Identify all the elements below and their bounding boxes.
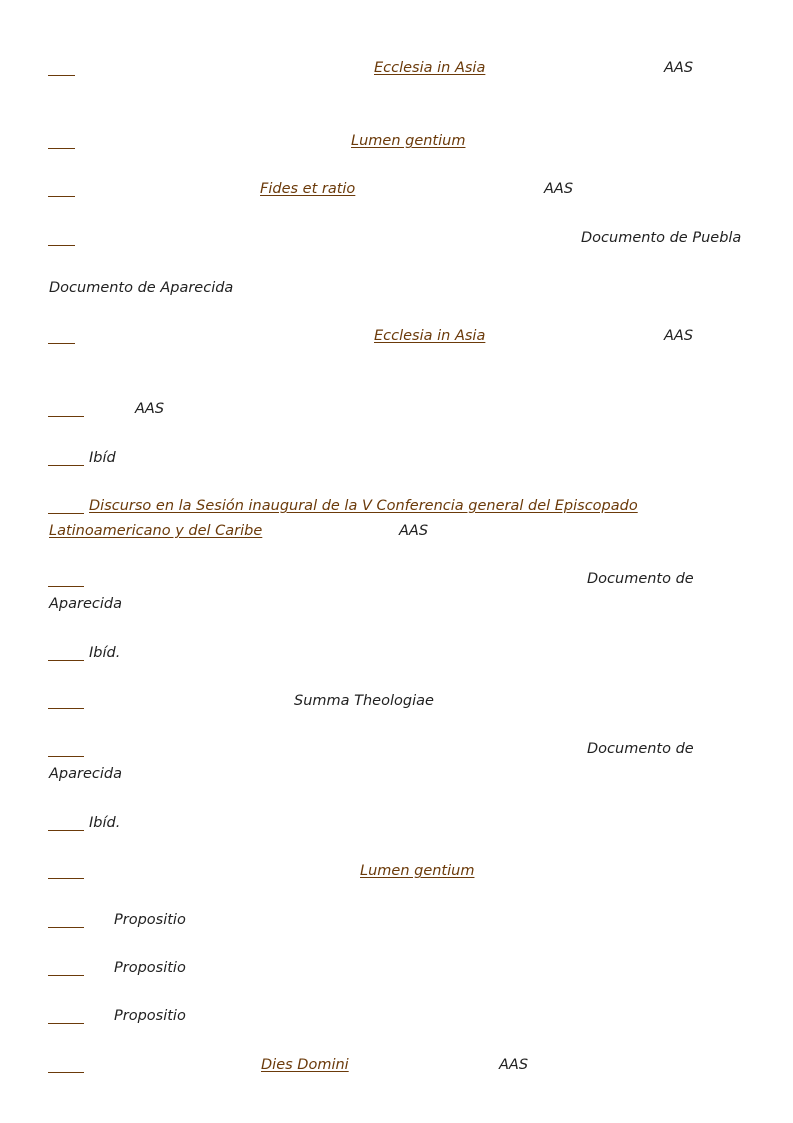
footnote-source: AAS — [664, 60, 694, 76]
footnote-marker[interactable] — [48, 1072, 84, 1073]
footnote-text: Documento de — [587, 571, 694, 587]
footnote-source: AAS — [399, 523, 429, 539]
footnote-text-continued: Aparecida — [49, 766, 122, 782]
footnote-marker[interactable] — [48, 1023, 84, 1024]
footnote-text: Ibíd. — [89, 815, 121, 831]
footnote-link[interactable]: Ecclesia in Asia — [374, 328, 486, 344]
footnote-marker[interactable] — [48, 878, 84, 879]
footnote-source: AAS — [135, 401, 165, 417]
footnote-text: Documento de — [587, 741, 694, 757]
footnote-source: AAS — [664, 328, 694, 344]
footnote-link[interactable]: Fides et ratio — [260, 181, 356, 197]
footnote-source: AAS — [544, 181, 574, 197]
footnote-link[interactable]: Ecclesia in Asia — [374, 60, 486, 76]
footnote-marker[interactable] — [48, 465, 84, 466]
footnote-text-continued: Aparecida — [49, 596, 122, 612]
footnote-text: Propositio — [114, 912, 186, 928]
footnote-link[interactable]: Discurso en la Sesión inaugural de la V Conferencia general del Episcopado — [89, 498, 638, 514]
footnote-marker[interactable] — [48, 708, 84, 709]
footnote-link[interactable]: Dies Domini — [261, 1057, 349, 1073]
footnote-text: Summa Theologiae — [294, 693, 434, 709]
footnote-marker[interactable] — [48, 196, 75, 197]
footnote-marker[interactable] — [48, 927, 84, 928]
footnote-marker[interactable] — [48, 660, 84, 661]
footnote-text-continued: Documento de Aparecida — [49, 280, 234, 296]
footnote-marker[interactable] — [48, 416, 84, 417]
footnote-marker[interactable] — [48, 513, 84, 514]
footnote-text: Documento de Puebla — [581, 230, 742, 246]
footnote-text: Ibíd. — [89, 645, 121, 661]
footnote-marker[interactable] — [48, 756, 84, 757]
footnote-marker[interactable] — [48, 975, 84, 976]
footnote-text: Propositio — [114, 1008, 186, 1024]
footnote-marker[interactable] — [48, 343, 75, 344]
footnote-text: Propositio — [114, 960, 186, 976]
footnote-marker[interactable] — [48, 830, 84, 831]
footnote-marker[interactable] — [48, 148, 75, 149]
footnote-link[interactable]: Lumen gentium — [351, 133, 466, 149]
footnote-link[interactable]: Lumen gentium — [360, 863, 475, 879]
footnote-source: AAS — [499, 1057, 529, 1073]
footnote-marker[interactable] — [48, 75, 75, 76]
footnote-marker[interactable] — [48, 245, 75, 246]
footnote-marker[interactable] — [48, 586, 84, 587]
footnote-link-continued[interactable]: Latinoamericano y del Caribe — [49, 523, 263, 539]
footnote-text: Ibíd — [89, 450, 116, 466]
